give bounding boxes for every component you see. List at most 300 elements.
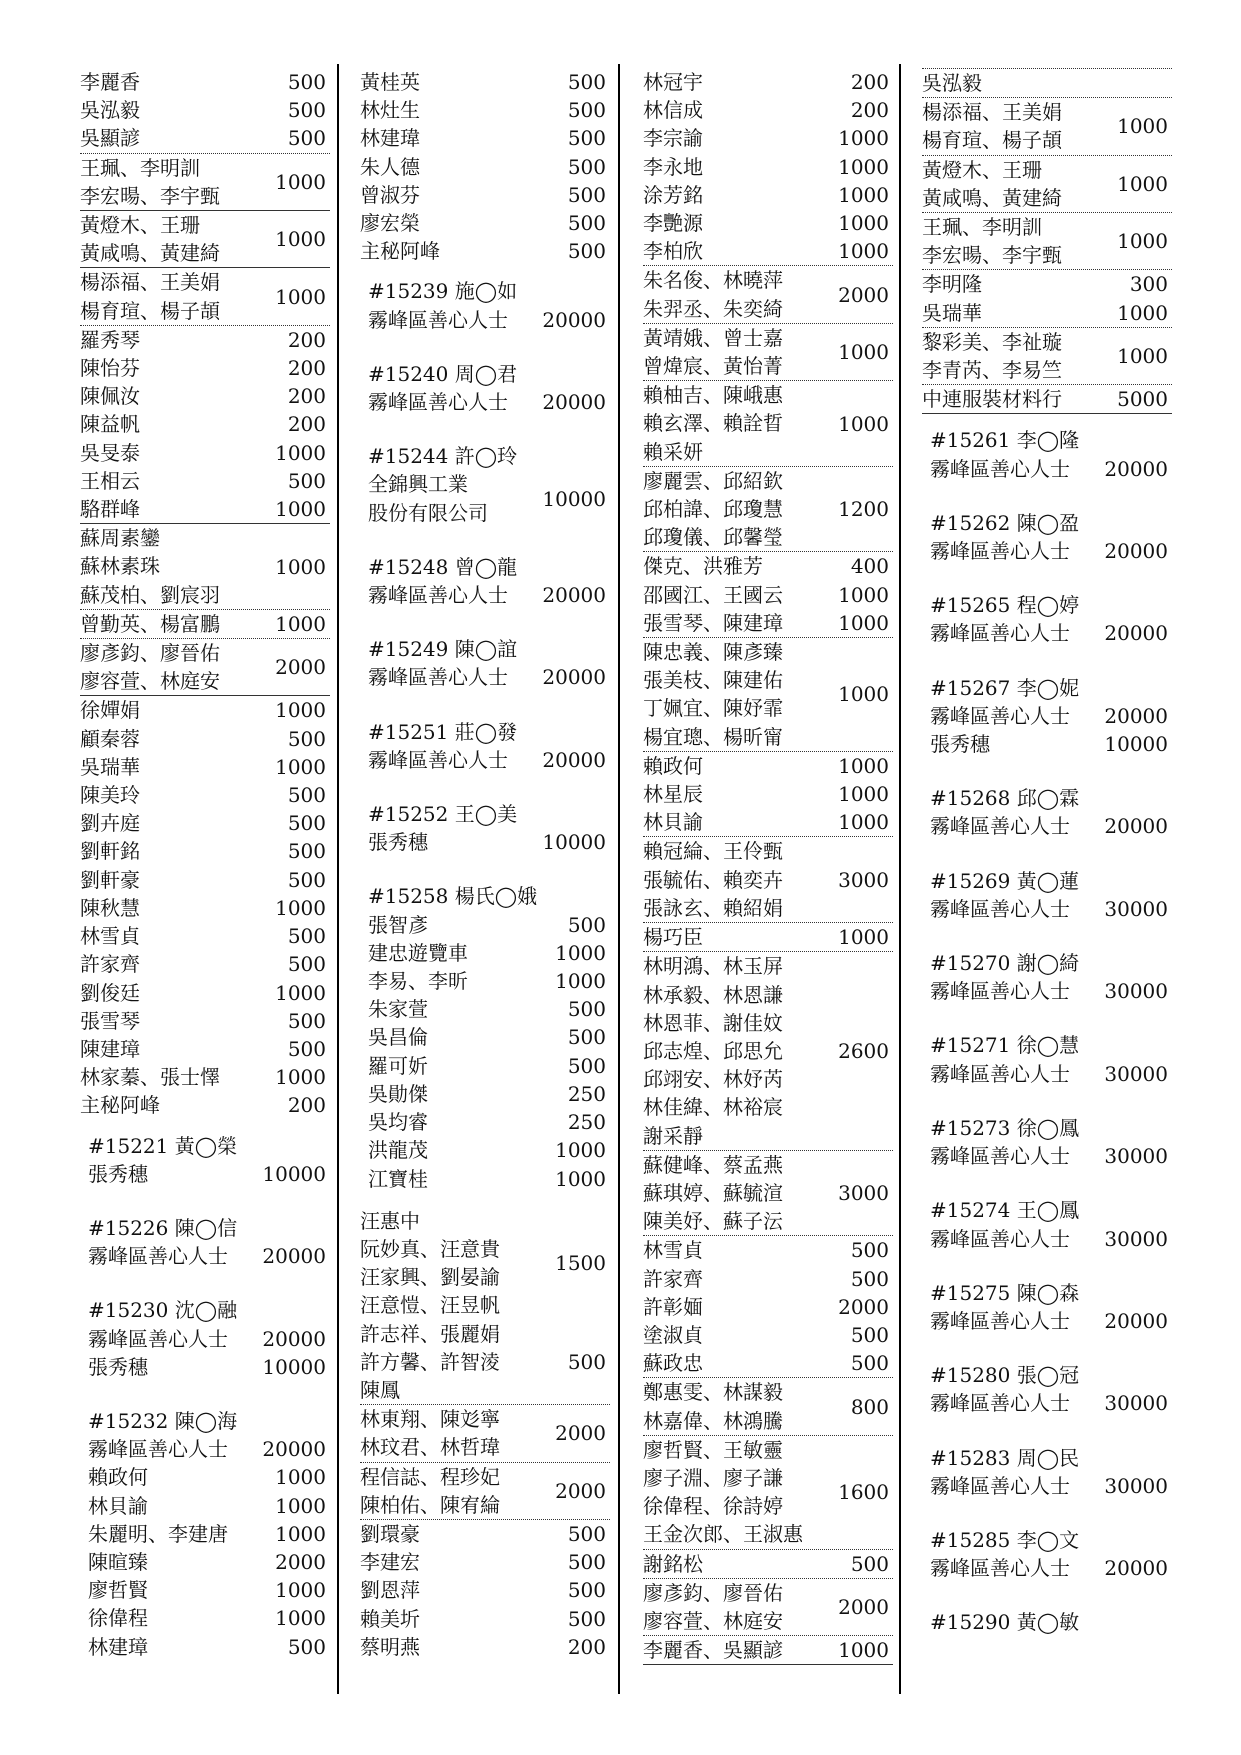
donor-name: 霧峰區善心人士 — [930, 814, 1070, 839]
donation-block — [80, 1214, 330, 1284]
donor-row — [922, 619, 1172, 647]
donation-block — [643, 1151, 893, 1237]
donation-block — [922, 949, 1172, 1019]
donation-block — [80, 154, 330, 211]
donor-name: 霧峰區善心人士 — [930, 456, 1070, 481]
donation-amount: 1000 — [555, 969, 606, 994]
donor-row — [643, 1550, 893, 1578]
donor-row — [360, 1576, 610, 1604]
donation-amount: 1000 — [838, 211, 889, 236]
donor-row — [922, 702, 1172, 730]
donor-name: 廖容萱、林庭安 — [80, 669, 220, 694]
donation-block — [922, 1031, 1172, 1101]
donation-amount: 10000 — [1104, 732, 1168, 757]
donor-name: 曾勤英、楊富鵬 — [80, 611, 220, 636]
donor-row — [922, 730, 1172, 758]
donation-amount: 500 — [567, 98, 606, 123]
donation-block — [922, 1196, 1172, 1266]
spacer — [360, 527, 610, 541]
donation-amount: 1000 — [275, 1578, 326, 1603]
case-number: #15271 徐◯慧 — [930, 1033, 1080, 1058]
donor-name: 許彰媔 — [643, 1294, 703, 1319]
donor-name: 廖容萱、林庭安 — [643, 1608, 783, 1633]
donation-amount: 10000 — [542, 830, 606, 855]
donor-name: 楊宜璁、楊昕甯 — [643, 724, 783, 749]
donation-amount: 1000 — [275, 554, 326, 579]
donation-amount: 20000 — [542, 665, 606, 690]
donation-block — [643, 1378, 893, 1435]
donor-row — [922, 537, 1172, 565]
donation-block — [922, 98, 1172, 155]
donor-name: 羅秀琴 — [80, 327, 140, 352]
donor-row — [360, 1165, 610, 1193]
donation-amount: 2000 — [275, 1549, 326, 1574]
donor-name: 徐嬋娟 — [80, 698, 140, 723]
donor-name: 陳怡芬 — [80, 356, 140, 381]
donation-amount: 20000 — [262, 1326, 326, 1351]
donation-amount: 1000 — [275, 169, 326, 194]
case-number: #15221 黃◯榮 — [88, 1133, 238, 1158]
donor-row — [360, 1136, 610, 1164]
donation-amount: 500 — [567, 1550, 606, 1575]
donation-amount: 30000 — [1104, 1061, 1168, 1086]
donation-block — [922, 784, 1172, 854]
spacer — [922, 1088, 1172, 1102]
donation-block — [922, 674, 1172, 773]
donation-amount: 1000 — [838, 182, 889, 207]
donation-block — [80, 68, 330, 154]
donor-row — [80, 1091, 330, 1119]
donation-amount: 500 — [567, 997, 606, 1022]
donor-name: 霧峰區善心人士 — [930, 1473, 1070, 1498]
donation-block — [922, 591, 1172, 661]
donation-amount: 30000 — [1104, 1144, 1168, 1169]
donor-row — [360, 388, 610, 416]
donor-name: 賴采妍 — [643, 439, 703, 464]
donation-amount: 500 — [287, 783, 326, 808]
donor-row — [922, 270, 1172, 298]
donor-name: 楊育瑄、楊子頡 — [80, 298, 220, 323]
donation-amount: 1000 — [275, 980, 326, 1005]
donor-row — [80, 1007, 330, 1035]
donation-amount: 500 — [567, 1025, 606, 1050]
donor-row — [80, 866, 330, 894]
donor-row — [80, 326, 330, 354]
donor-name: 李麗香、吳顯諺 — [643, 1638, 783, 1663]
donation-amount: 1000 — [275, 895, 326, 920]
donor-name: 賴美圻 — [360, 1606, 420, 1631]
donor-name: 林玟君、林哲瑋 — [360, 1435, 500, 1460]
donor-name: 賴冠綸、王伶甄 — [643, 839, 783, 864]
spacer — [80, 1661, 330, 1675]
spacer — [922, 648, 1172, 662]
donation-amount: 10000 — [542, 486, 606, 511]
donation-amount: 250 — [567, 1081, 606, 1106]
donor-row — [922, 895, 1172, 923]
spacer — [80, 1381, 330, 1395]
donation-amount: 30000 — [1104, 1226, 1168, 1251]
donor-name: 林貝諭 — [88, 1493, 148, 1518]
donor-row — [360, 68, 610, 96]
donor-name: 王相云 — [80, 468, 140, 493]
donation-block — [80, 696, 330, 1119]
donation-amount: 800 — [850, 1394, 889, 1419]
donor-row — [643, 181, 893, 209]
donor-name: 邱柏諱、邱瓊慧 — [643, 497, 783, 522]
donation-amount: 1000 — [838, 1638, 889, 1663]
donation-amount: 500 — [567, 912, 606, 937]
donation-block — [643, 1436, 893, 1550]
donor-name: 李明隆 — [922, 272, 982, 297]
spacer — [360, 609, 610, 623]
donor-name: 霧峰區善心人士 — [930, 1308, 1070, 1333]
donation-amount: 1000 — [275, 611, 326, 636]
donation-amount: 500 — [567, 126, 606, 151]
donor-row — [922, 455, 1172, 483]
donor-name: 陳暄臻 — [88, 1549, 148, 1574]
donor-row — [80, 1633, 330, 1661]
donor-name: 吳泓毅 — [80, 98, 140, 123]
donation-amount: 1000 — [838, 126, 889, 151]
case-number: #15268 邱◯霖 — [930, 786, 1080, 811]
donor-name: 張智彥 — [368, 912, 428, 937]
donor-name: 霧峰區善心人士 — [930, 1144, 1070, 1169]
spacer — [80, 1270, 330, 1284]
donor-row — [80, 1576, 330, 1604]
donation-amount: 500 — [287, 839, 326, 864]
donor-name: 廖麗雲、邱紹欽 — [643, 468, 783, 493]
donor-row — [360, 663, 610, 691]
donor-row — [360, 1108, 610, 1136]
donation-block — [360, 1463, 610, 1520]
donor-name: 江寶桂 — [368, 1166, 428, 1191]
donation-amount: 1000 — [838, 339, 889, 364]
donor-name: 林建瑋 — [360, 126, 420, 151]
donor-row — [360, 124, 610, 152]
donation-block — [360, 470, 610, 526]
donor-name: 李易、李昕 — [368, 969, 468, 994]
donor-row — [643, 1349, 893, 1377]
donor-column-3 — [643, 68, 893, 1688]
donation-amount: 20000 — [542, 307, 606, 332]
donation-amount: 1000 — [275, 497, 326, 522]
donation-amount: 400 — [850, 554, 889, 579]
donation-amount: 20000 — [1104, 703, 1168, 728]
donor-row — [80, 1492, 330, 1520]
donation-block — [643, 467, 893, 553]
spacer — [360, 774, 610, 788]
donor-row — [80, 753, 330, 781]
donation-block — [922, 270, 1172, 327]
donation-block — [643, 837, 893, 923]
donation-amount: 200 — [287, 327, 326, 352]
donation-block — [360, 882, 610, 1206]
donation-amount: 30000 — [1104, 979, 1168, 1004]
donor-name: 張雪琴 — [80, 1008, 140, 1033]
donor-name: 吳旻泰 — [80, 440, 140, 465]
donor-name: 賴政何 — [643, 753, 703, 778]
donor-row — [80, 922, 330, 950]
donor-name: 主秘阿峰 — [80, 1093, 160, 1118]
donation-amount: 2000 — [555, 1421, 606, 1446]
donation-block — [643, 552, 893, 638]
donation-block — [922, 385, 1172, 414]
donor-name: 建忠遊覽車 — [368, 940, 468, 965]
donor-name: 黃燈木、王珊 — [922, 157, 1042, 182]
donor-name: 吳均睿 — [368, 1110, 428, 1135]
donor-name: 徐偉程、徐詩婷 — [643, 1494, 783, 1519]
donor-name: 李建宏 — [360, 1550, 420, 1575]
donation-amount: 200 — [850, 98, 889, 123]
donor-name: 林星辰 — [643, 782, 703, 807]
donor-name: 王金次郎、王淑惠 — [643, 1522, 803, 1547]
donor-row — [80, 894, 330, 922]
donor-name: 林建璋 — [88, 1634, 148, 1659]
donation-amount: 1000 — [275, 284, 326, 309]
donation-block — [643, 1236, 893, 1378]
donation-amount: 30000 — [1104, 1391, 1168, 1416]
donor-name: 吳昌倫 — [368, 1025, 428, 1050]
donation-amount: 1000 — [838, 782, 889, 807]
donation-amount: 500 — [567, 182, 606, 207]
donation-amount: 500 — [287, 98, 326, 123]
donor-row — [643, 752, 893, 780]
donor-row — [80, 68, 330, 96]
donation-block — [80, 268, 330, 325]
donor-name: 賴玄澤、賴詮晢 — [643, 411, 783, 436]
donation-amount: 1000 — [838, 154, 889, 179]
donation-amount: 500 — [287, 924, 326, 949]
donor-name: 許志祥、張麗娟 — [360, 1321, 500, 1346]
donor-name: 蘇健峰、蔡孟燕 — [643, 1152, 783, 1177]
donor-name: 徐偉程 — [88, 1606, 148, 1631]
case-number: #15248 曾◯龍 — [368, 554, 518, 579]
donation-block — [80, 639, 330, 696]
donor-name: 主秘阿峰 — [360, 239, 440, 264]
donor-name: 陳美玲 — [80, 783, 140, 808]
donation-block — [360, 800, 610, 870]
donation-amount: 1000 — [555, 1166, 606, 1191]
donor-row — [80, 467, 330, 495]
donation-amount: 1000 — [1117, 171, 1168, 196]
case-number: #15270 謝◯綺 — [930, 951, 1080, 976]
case-number: #15273 徐◯鳳 — [930, 1115, 1080, 1140]
donor-name: 邱翊安、林妤芮 — [643, 1067, 783, 1092]
donor-row — [922, 1389, 1172, 1417]
donor-row — [360, 995, 610, 1023]
donor-name: 吳顯諺 — [80, 126, 140, 151]
donor-name: 塗淑貞 — [643, 1322, 703, 1347]
donor-row — [922, 299, 1172, 327]
donation-block — [360, 442, 610, 541]
donor-name: 陳忠義、陳彥臻 — [643, 640, 783, 665]
donor-name: 霧峰區善心人士 — [368, 665, 508, 690]
spacer — [922, 1005, 1172, 1019]
donor-name: 蔡明燕 — [360, 1634, 420, 1659]
donor-name: 林明鴻、林玉屏 — [643, 954, 783, 979]
donor-name: 張美枝、陳建佑 — [643, 668, 783, 693]
donor-row — [360, 581, 610, 609]
donor-name: 霧峰區善心人士 — [88, 1326, 228, 1351]
donor-name: 楊添福、王美娟 — [922, 100, 1062, 125]
donation-amount: 500 — [287, 468, 326, 493]
donor-name: 黃燈木、王珊 — [80, 213, 200, 238]
donation-amount: 10000 — [262, 1161, 326, 1186]
donor-row — [80, 1435, 330, 1463]
donor-name: 阮妙真、汪意貴 — [360, 1236, 500, 1261]
donation-amount: 10000 — [262, 1354, 326, 1379]
spacer — [922, 1582, 1172, 1596]
donor-name: 賴政何 — [88, 1465, 148, 1490]
donor-row — [643, 581, 893, 609]
donor-name: 汪家興、劉晏諭 — [360, 1265, 500, 1290]
donation-block — [643, 638, 893, 752]
case-number: #15240 周◯君 — [368, 361, 518, 386]
donor-row — [922, 1060, 1172, 1088]
donor-name: 廖彥鈞、廖晉佑 — [80, 641, 220, 666]
donor-row — [80, 1242, 330, 1270]
donation-amount: 1000 — [275, 440, 326, 465]
donation-amount: 20000 — [1104, 539, 1168, 564]
donor-name: 霧峰區善心人士 — [930, 621, 1070, 646]
case-number: #15275 陳◯森 — [930, 1280, 1080, 1305]
donation-amount: 500 — [567, 70, 606, 94]
column-divider — [618, 64, 620, 1694]
spacer — [80, 1188, 330, 1202]
donation-amount: 20000 — [1104, 621, 1168, 646]
donor-row — [360, 1520, 610, 1548]
donation-amount: 1000 — [1117, 229, 1168, 254]
donor-name: 朱家萱 — [368, 997, 428, 1022]
donor-row — [922, 1554, 1172, 1582]
donor-name: 程信誌、程珍妃 — [360, 1464, 500, 1489]
donation-block — [360, 635, 610, 705]
donor-name: 王珮、李明訓 — [922, 215, 1042, 240]
donor-row — [360, 828, 610, 856]
donor-name: 林恩菲、謝佳妏 — [643, 1010, 783, 1035]
case-number: #15269 黃◯蓮 — [930, 868, 1080, 893]
donation-block — [643, 952, 893, 1150]
donor-row — [80, 610, 330, 638]
donor-name: 霧峰區善心人士 — [930, 703, 1070, 728]
donation-block — [922, 1444, 1172, 1514]
donor-row — [80, 1035, 330, 1063]
donation-block — [922, 1526, 1172, 1596]
donor-name: 陳鳳 — [360, 1377, 400, 1402]
donor-row — [360, 96, 610, 124]
donor-row — [643, 237, 893, 265]
donation-block — [922, 156, 1172, 213]
case-number: #15283 周◯民 — [930, 1445, 1080, 1470]
donor-row — [922, 977, 1172, 1005]
donor-name: 賴柚吉、陳峨惠 — [643, 383, 783, 408]
donor-row — [360, 209, 610, 237]
donor-row — [643, 780, 893, 808]
spacer — [360, 692, 610, 706]
donation-amount: 1000 — [838, 753, 889, 778]
donor-name: 涂芳銘 — [643, 182, 703, 207]
donation-block — [360, 1520, 610, 1661]
donation-amount: 20000 — [1104, 1556, 1168, 1581]
donation-amount: 1000 — [838, 682, 889, 707]
donation-block — [922, 1361, 1172, 1431]
donor-name: 霧峰區善心人士 — [88, 1437, 228, 1462]
case-number: #15280 張◯冠 — [930, 1363, 1080, 1388]
donor-name: 霧峰區善心人士 — [930, 1556, 1070, 1581]
donation-amount: 200 — [287, 1093, 326, 1118]
donor-name: 蘇林素珠 — [80, 554, 160, 579]
donor-name: 林灶生 — [360, 98, 420, 123]
donation-amount: 200 — [287, 412, 326, 437]
donor-name: 張秀穗 — [88, 1161, 148, 1186]
donation-amount: 1000 — [838, 925, 889, 950]
donor-row — [922, 1472, 1172, 1500]
donor-name: 霧峰區善心人士 — [88, 1244, 228, 1269]
donor-name: 朱麗明、李建唐 — [88, 1521, 228, 1546]
donor-row — [360, 939, 610, 967]
donor-name: 李宏暘、李宇甄 — [80, 183, 220, 208]
donation-amount: 30000 — [1104, 1473, 1168, 1498]
donation-amount: 500 — [287, 726, 326, 751]
donor-row — [80, 1604, 330, 1632]
donor-name: 全錦興工業 — [368, 472, 468, 497]
donation-amount: 1200 — [838, 497, 889, 522]
donation-amount: 500 — [287, 1634, 326, 1659]
donation-block — [922, 867, 1172, 937]
donor-name: 朱人德 — [360, 154, 420, 179]
donation-amount: 200 — [850, 70, 889, 94]
donation-block — [80, 326, 330, 524]
donor-name: 劉環豪 — [360, 1521, 420, 1546]
donor-name: 李麗香 — [80, 70, 140, 94]
donation-amount: 20000 — [542, 583, 606, 608]
donation-block — [80, 610, 330, 639]
donation-amount: 20000 — [1104, 1308, 1168, 1333]
donor-name: 股份有限公司 — [368, 500, 488, 525]
donor-name: 林佳緯、林裕宸 — [643, 1095, 783, 1120]
donor-name: 廖哲賢 — [88, 1578, 148, 1603]
donor-name: 李艷源 — [643, 211, 703, 236]
donor-row — [360, 911, 610, 939]
donor-name: 林雪貞 — [80, 924, 140, 949]
donation-block — [643, 923, 893, 952]
donation-amount: 1000 — [555, 940, 606, 965]
donation-amount: 500 — [287, 952, 326, 977]
spacer — [922, 1253, 1172, 1267]
spacer — [922, 841, 1172, 855]
donor-name: 黃咸鳴、黃建綺 — [80, 241, 220, 266]
donor-name: 張詠玄、賴紹娟 — [643, 895, 783, 920]
donation-amount: 2600 — [838, 1038, 889, 1063]
donor-row — [643, 1265, 893, 1293]
donation-amount: 500 — [567, 154, 606, 179]
donation-amount: 500 — [567, 1521, 606, 1546]
donation-block — [922, 213, 1172, 270]
donor-row — [360, 153, 610, 181]
donation-amount: 1500 — [555, 1251, 606, 1276]
donor-name: 朱羿丞、朱奕綺 — [643, 296, 783, 321]
donor-row — [643, 209, 893, 237]
donor-row — [643, 1321, 893, 1349]
donor-name: 汪意愷、汪昱帆 — [360, 1293, 500, 1318]
donor-row — [80, 950, 330, 978]
donation-amount: 30000 — [1104, 896, 1168, 921]
donor-name: 黎彩美、李祉璇 — [922, 329, 1062, 354]
donor-name: 陳建璋 — [80, 1036, 140, 1061]
donor-name: 霧峰區善心人士 — [368, 307, 508, 332]
donor-name: 許方馨、許智淩 — [360, 1349, 500, 1374]
donor-name: 謝銘松 — [643, 1551, 703, 1576]
